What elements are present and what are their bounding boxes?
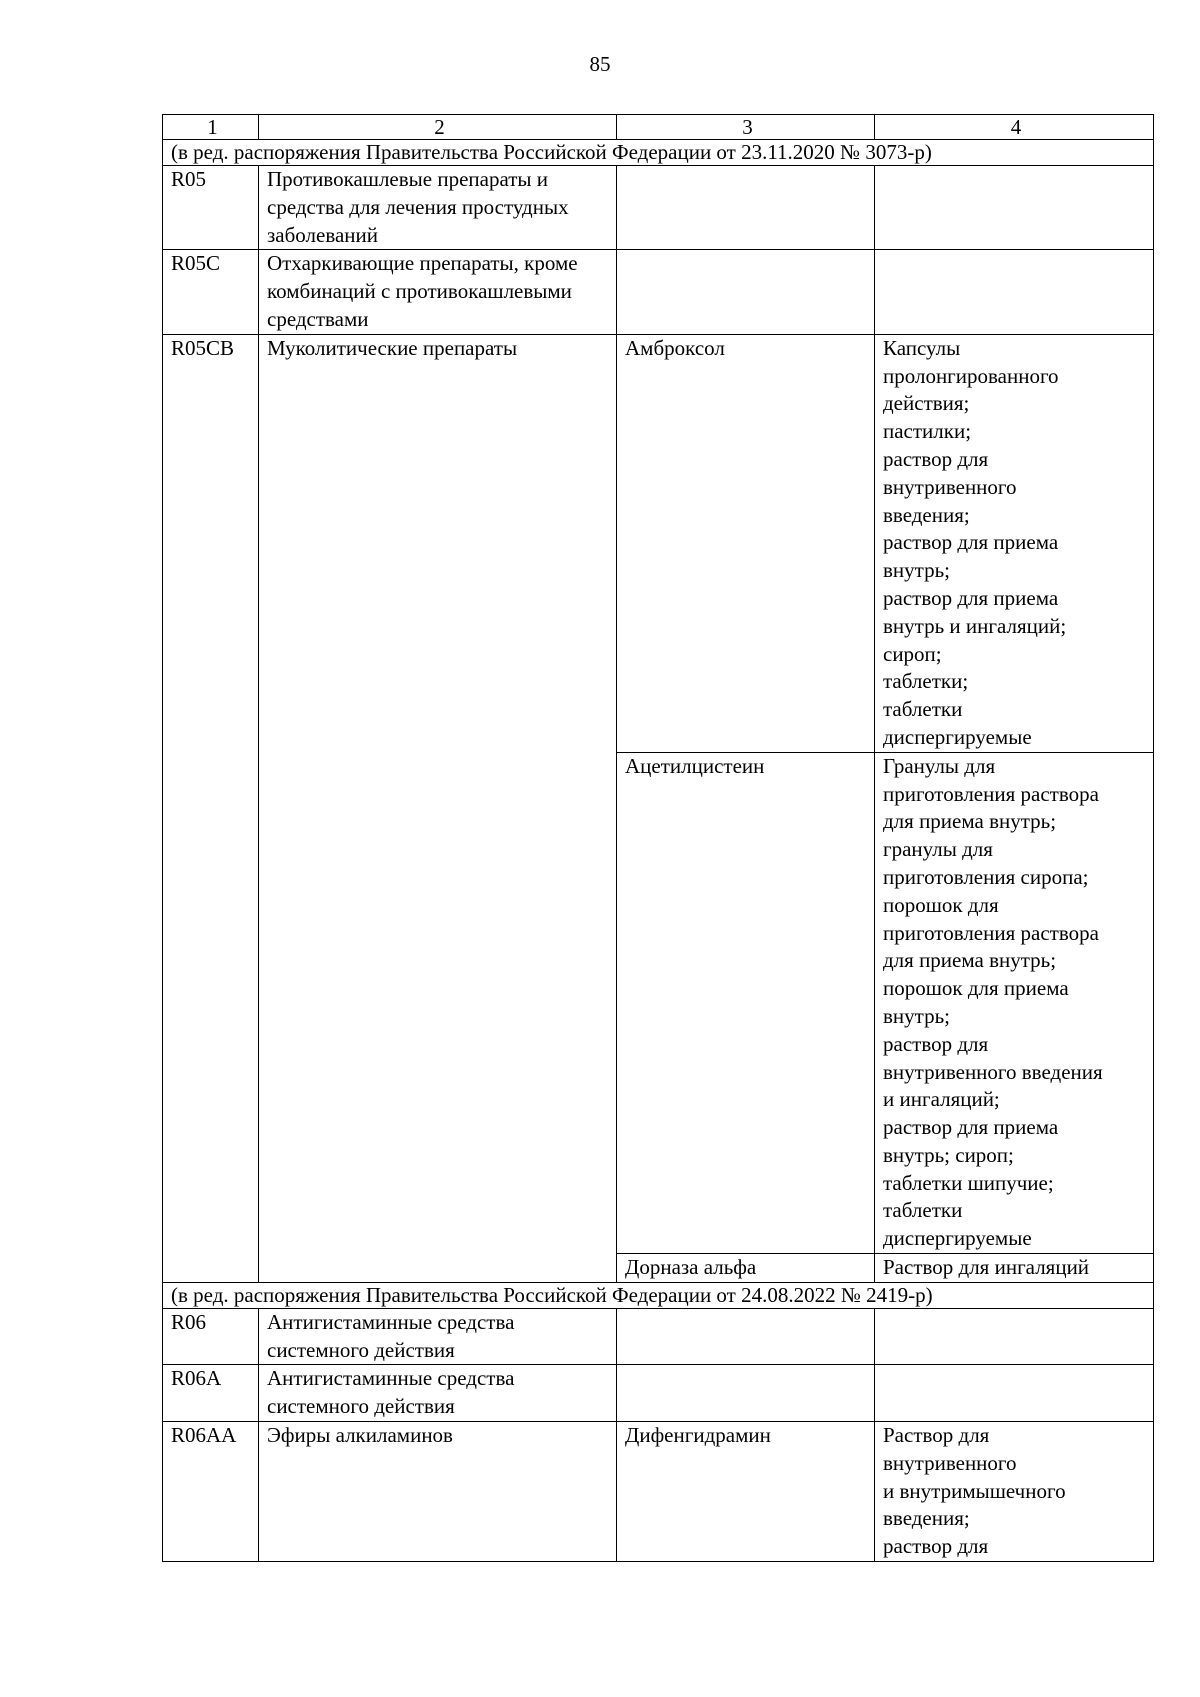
- dosage-form-line: раствор для приема: [883, 1115, 1059, 1140]
- dosage-form-line: диспергируемые: [883, 1226, 1032, 1251]
- dosage-form-line: приготовления раствора: [883, 781, 1099, 806]
- dosage-form-line: таблетки;: [883, 669, 969, 694]
- drug-name: Амброксол: [617, 334, 875, 752]
- dosage-form-line: порошок для: [883, 892, 999, 917]
- medication-table: [162, 114, 1154, 1562]
- dosage-form-line: внутривенного: [883, 474, 1017, 499]
- dosage-form-line: раствор для приема: [883, 585, 1059, 610]
- atc-code: R06A: [163, 1365, 259, 1422]
- atc-code: R06AA: [163, 1422, 259, 1562]
- group-name: Противокашлевые препараты и средства для лечения простудных заболеваний: [259, 166, 617, 250]
- drug-name: Дорназа альфа: [617, 1254, 875, 1283]
- dosage-forms: [875, 1365, 1154, 1422]
- drug-name: Ацетилцистеин: [617, 752, 875, 1253]
- atc-code: R05C: [163, 250, 259, 334]
- dosage-form-line: раствор для приема: [883, 530, 1059, 555]
- group-name: Антигистаминные средства системного действия: [259, 1365, 617, 1422]
- drug-name: [617, 1308, 875, 1365]
- table-header-row: [163, 115, 1154, 140]
- dosage-form-line: Гранулы для: [883, 753, 996, 778]
- dosage-form-line: внутривенного введения: [883, 1059, 1103, 1084]
- revision-note-row: [163, 1282, 1154, 1308]
- table-row: [163, 250, 1154, 334]
- dosage-form-line: Раствор для: [883, 1423, 990, 1448]
- dosage-form-line: таблетки: [883, 1198, 963, 1223]
- table-row: [163, 1308, 1154, 1365]
- dosage-forms: [875, 334, 1154, 752]
- revision-note: (в ред. распоряжения Правительства Российской Федерации от 23.11.2020 № 3073-р): [163, 140, 1154, 166]
- group-name: Эфиры алкиламинов: [259, 1422, 617, 1562]
- dosage-form-line: раствор для: [883, 446, 989, 471]
- dosage-form-line: пастилки;: [883, 419, 972, 444]
- dosage-form-line: действия;: [883, 391, 970, 416]
- dosage-form-line: порошок для приема: [883, 976, 1069, 1001]
- revision-note: (в ред. распоряжения Правительства Российской Федерации от 24.08.2022 № 2419-р): [163, 1282, 1154, 1308]
- dosage-form-line: таблетки шипучие;: [883, 1170, 1054, 1195]
- dosage-form-line: раствор для: [883, 1534, 989, 1559]
- table-row: [163, 1422, 1154, 1562]
- drug-name: [617, 1365, 875, 1422]
- header-cell: 1: [163, 115, 259, 140]
- dosage-form-line: диспергируемые: [883, 724, 1032, 749]
- dosage-form-line: пролонгированного: [883, 363, 1059, 388]
- dosage-form-line: гранулы для: [883, 837, 993, 862]
- dosage-forms: [875, 250, 1154, 334]
- table-row: [163, 166, 1154, 250]
- dosage-forms: [875, 1308, 1154, 1365]
- dosage-form-line: Раствор для ингаляций: [883, 1255, 1090, 1280]
- dosage-form-line: раствор для: [883, 1031, 989, 1056]
- header-cell: 2: [259, 115, 617, 140]
- table-row: [163, 1365, 1154, 1422]
- dosage-forms: [875, 1254, 1154, 1283]
- dosage-forms: [875, 166, 1154, 250]
- dosage-form-line: внутрь; сироп;: [883, 1142, 1014, 1167]
- dosage-forms: [875, 1422, 1154, 1562]
- dosage-form-line: и ингаляций;: [883, 1087, 1000, 1112]
- drug-name: Дифенгидрамин: [617, 1422, 875, 1562]
- dosage-form-line: внутрь;: [883, 558, 950, 583]
- dosage-form-line: сироп;: [883, 641, 942, 666]
- dosage-form-line: внутривенного: [883, 1450, 1017, 1475]
- atc-code: R05: [163, 166, 259, 250]
- dosage-form-line: и внутримышечного: [883, 1478, 1066, 1503]
- drug-name: [617, 250, 875, 334]
- dosage-form-line: внутрь и ингаляций;: [883, 613, 1067, 638]
- dosage-form-line: приготовления сиропа;: [883, 864, 1089, 889]
- dosage-form-line: Капсулы: [883, 335, 961, 360]
- dosage-form-line: введения;: [883, 1506, 970, 1531]
- table-row: [163, 334, 1154, 752]
- atc-code: R05CB: [163, 334, 259, 1282]
- dosage-form-line: приготовления раствора: [883, 920, 1099, 945]
- header-cell: 4: [875, 115, 1154, 140]
- page-number: 85: [589, 52, 611, 76]
- dosage-form-line: для приема внутрь;: [883, 948, 1057, 973]
- dosage-forms: [875, 752, 1154, 1253]
- dosage-form-line: для приема внутрь;: [883, 809, 1057, 834]
- dosage-form-line: таблетки: [883, 697, 963, 722]
- group-name: Муколитические препараты: [259, 334, 617, 1282]
- atc-code: R06: [163, 1308, 259, 1365]
- dosage-form-line: внутрь;: [883, 1003, 950, 1028]
- dosage-form-line: введения;: [883, 502, 970, 527]
- group-name: Антигистаминные средства системного действия: [259, 1308, 617, 1365]
- group-name: Отхаркивающие препараты, кроме комбинаций с противокашлевыми средствами: [259, 250, 617, 334]
- header-cell: 3: [617, 115, 875, 140]
- drug-name: [617, 166, 875, 250]
- revision-note-row: [163, 140, 1154, 166]
